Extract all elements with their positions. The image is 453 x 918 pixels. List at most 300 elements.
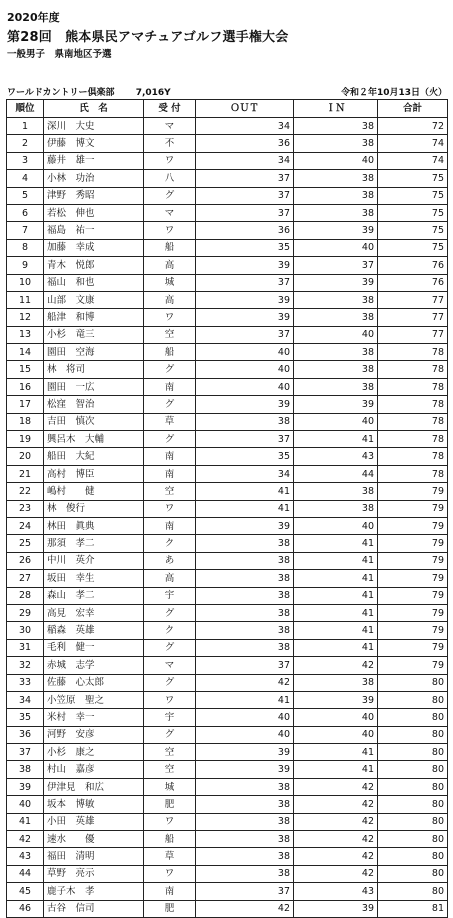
rank-cell: 30: [7, 622, 44, 639]
out-score-cell: 40: [196, 344, 294, 361]
total-score-cell: 80: [378, 813, 448, 830]
player-name-cell: 興呂木 大輔: [44, 431, 144, 448]
total-score-cell: 80: [378, 831, 448, 848]
out-score-cell: 37: [196, 657, 294, 674]
total-score-cell: 80: [378, 744, 448, 761]
player-name-cell: 小杉 康之: [44, 744, 144, 761]
in-score-cell: 43: [294, 448, 378, 465]
total-score-cell: 75: [378, 239, 448, 256]
player-name-cell: 林 将司: [44, 361, 144, 378]
reception-cell: 南: [144, 465, 196, 482]
out-score-cell: 39: [196, 291, 294, 308]
out-score-cell: 37: [196, 326, 294, 343]
player-name-cell: 福山 和也: [44, 274, 144, 291]
in-score-cell: 41: [294, 761, 378, 778]
table-row: [7, 204, 448, 221]
reception-cell: 南: [144, 448, 196, 465]
rank-cell: 9: [7, 257, 44, 274]
table-row: [7, 326, 448, 343]
table-row: [7, 309, 448, 326]
table-row: [7, 709, 448, 726]
table-row: [7, 535, 448, 552]
total-score-cell: 80: [378, 691, 448, 708]
rank-cell: 11: [7, 291, 44, 308]
table-row: [7, 239, 448, 256]
total-score-cell: 79: [378, 483, 448, 500]
rank-cell: 15: [7, 361, 44, 378]
player-name-cell: 村山 嘉彦: [44, 761, 144, 778]
out-score-cell: 37: [196, 883, 294, 900]
reception-cell: ワ: [144, 309, 196, 326]
table-row: [7, 796, 448, 813]
rank-cell: 40: [7, 796, 44, 813]
player-name-cell: 伊藤 博文: [44, 135, 144, 152]
player-name-cell: 嶋村 健: [44, 483, 144, 500]
reception-cell: 城: [144, 778, 196, 795]
table-row: [7, 604, 448, 621]
reception-cell: 空: [144, 744, 196, 761]
player-name-cell: 福田 清明: [44, 848, 144, 865]
table-row: [7, 413, 448, 430]
reception-cell: 船: [144, 239, 196, 256]
in-score-cell: 42: [294, 865, 378, 882]
in-score-cell: 40: [294, 413, 378, 430]
total-score-cell: 80: [378, 778, 448, 795]
out-score-cell: 34: [196, 118, 294, 135]
in-score-cell: 41: [294, 431, 378, 448]
col-header-reception: 受 付: [144, 100, 196, 118]
player-name-cell: 加藤 幸成: [44, 239, 144, 256]
reception-cell: 南: [144, 378, 196, 395]
player-name-cell: 速水 優: [44, 831, 144, 848]
total-score-cell: 76: [378, 274, 448, 291]
rank-cell: 41: [7, 813, 44, 830]
reception-cell: グ: [144, 187, 196, 204]
rank-cell: 46: [7, 900, 44, 917]
in-score-cell: 41: [294, 639, 378, 656]
in-score-cell: 40: [294, 709, 378, 726]
reception-cell: あ: [144, 552, 196, 569]
player-name-cell: 小田 英雄: [44, 813, 144, 830]
total-score-cell: 74: [378, 135, 448, 152]
in-score-cell: 39: [294, 222, 378, 239]
player-name-cell: 林田 眞典: [44, 517, 144, 534]
table-row: [7, 813, 448, 830]
in-score-cell: 42: [294, 657, 378, 674]
table-header-row: [7, 100, 448, 118]
in-score-cell: 38: [294, 309, 378, 326]
table-row: [7, 361, 448, 378]
reception-cell: 草: [144, 413, 196, 430]
rank-cell: 28: [7, 587, 44, 604]
results-body: [7, 118, 448, 918]
in-score-cell: 42: [294, 848, 378, 865]
total-score-cell: 78: [378, 361, 448, 378]
player-name-cell: 鹿子木 孝: [44, 883, 144, 900]
player-name-cell: 草野 亮示: [44, 865, 144, 882]
in-score-cell: 38: [294, 378, 378, 395]
out-score-cell: 37: [196, 170, 294, 187]
out-score-cell: 36: [196, 135, 294, 152]
table-row: [7, 118, 448, 135]
player-name-cell: 毛利 健一: [44, 639, 144, 656]
reception-cell: マ: [144, 204, 196, 221]
table-row: [7, 517, 448, 534]
rank-cell: 7: [7, 222, 44, 239]
in-score-cell: 40: [294, 726, 378, 743]
total-score-cell: 78: [378, 465, 448, 482]
total-score-cell: 78: [378, 448, 448, 465]
rank-cell: 39: [7, 778, 44, 795]
in-score-cell: 38: [294, 344, 378, 361]
out-score-cell: 38: [196, 848, 294, 865]
total-score-cell: 77: [378, 309, 448, 326]
rank-cell: 19: [7, 431, 44, 448]
player-name-cell: 若松 伸也: [44, 204, 144, 221]
player-name-cell: 小林 功治: [44, 170, 144, 187]
reception-cell: グ: [144, 431, 196, 448]
meta-row: [7, 85, 447, 98]
rank-cell: 12: [7, 309, 44, 326]
total-score-cell: 80: [378, 726, 448, 743]
reception-cell: 空: [144, 761, 196, 778]
table-row: [7, 465, 448, 482]
out-score-cell: 38: [196, 865, 294, 882]
rank-cell: 27: [7, 570, 44, 587]
total-score-cell: 78: [378, 396, 448, 413]
in-score-cell: 42: [294, 813, 378, 830]
in-score-cell: 41: [294, 552, 378, 569]
reception-cell: ワ: [144, 691, 196, 708]
player-name-cell: 坂田 幸生: [44, 570, 144, 587]
total-score-cell: 79: [378, 639, 448, 656]
reception-cell: グ: [144, 726, 196, 743]
table-row: [7, 344, 448, 361]
table-row: [7, 761, 448, 778]
table-row: [7, 900, 448, 917]
rank-cell: 34: [7, 691, 44, 708]
player-name-cell: 園田 一広: [44, 378, 144, 395]
rank-cell: 6: [7, 204, 44, 221]
total-score-cell: 78: [378, 431, 448, 448]
out-score-cell: 38: [196, 831, 294, 848]
total-score-cell: 75: [378, 170, 448, 187]
table-row: [7, 274, 448, 291]
out-score-cell: 35: [196, 448, 294, 465]
total-score-cell: 79: [378, 657, 448, 674]
reception-cell: 船: [144, 831, 196, 848]
player-name-cell: 那須 孝二: [44, 535, 144, 552]
table-row: [7, 622, 448, 639]
table-row: [7, 187, 448, 204]
in-score-cell: 38: [294, 135, 378, 152]
out-score-cell: 38: [196, 778, 294, 795]
table-row: [7, 135, 448, 152]
total-score-cell: 80: [378, 796, 448, 813]
out-score-cell: 39: [196, 309, 294, 326]
in-score-cell: 41: [294, 535, 378, 552]
total-score-cell: 79: [378, 587, 448, 604]
player-name-cell: 船田 大紀: [44, 448, 144, 465]
rank-cell: 18: [7, 413, 44, 430]
in-score-cell: 38: [294, 204, 378, 221]
table-row: [7, 291, 448, 308]
rank-cell: 4: [7, 170, 44, 187]
total-score-cell: 80: [378, 848, 448, 865]
reception-cell: 高: [144, 257, 196, 274]
reception-cell: ワ: [144, 222, 196, 239]
total-score-cell: 77: [378, 326, 448, 343]
reception-cell: 城: [144, 274, 196, 291]
player-name-cell: 藤井 雄一: [44, 152, 144, 169]
col-header-name: 氏 名: [44, 100, 144, 118]
out-score-cell: 39: [196, 257, 294, 274]
rank-cell: 10: [7, 274, 44, 291]
in-score-cell: 41: [294, 587, 378, 604]
player-name-cell: 古谷 信司: [44, 900, 144, 917]
reception-cell: グ: [144, 604, 196, 621]
player-name-cell: 森山 孝二: [44, 587, 144, 604]
player-name-cell: 山部 文康: [44, 291, 144, 308]
out-score-cell: 42: [196, 900, 294, 917]
total-score-cell: 75: [378, 222, 448, 239]
in-score-cell: 41: [294, 570, 378, 587]
total-score-cell: 76: [378, 257, 448, 274]
out-score-cell: 41: [196, 691, 294, 708]
total-score-cell: 78: [378, 344, 448, 361]
player-name-cell: 伊津見 和広: [44, 778, 144, 795]
in-score-cell: 41: [294, 604, 378, 621]
player-name-cell: 園田 空海: [44, 344, 144, 361]
table-row: [7, 639, 448, 656]
table-row: [7, 570, 448, 587]
out-score-cell: 38: [196, 587, 294, 604]
player-name-cell: 稲森 英雄: [44, 622, 144, 639]
rank-cell: 42: [7, 831, 44, 848]
reception-cell: ワ: [144, 152, 196, 169]
total-score-cell: 79: [378, 604, 448, 621]
total-score-cell: 79: [378, 535, 448, 552]
out-score-cell: 37: [196, 274, 294, 291]
rank-cell: 23: [7, 500, 44, 517]
col-header-total: 合計: [378, 100, 448, 118]
player-name-cell: 小笠原 聖之: [44, 691, 144, 708]
course-info: [7, 85, 171, 98]
in-score-cell: 38: [294, 674, 378, 691]
course-yardage: 7,016Y: [135, 88, 171, 98]
rank-cell: 31: [7, 639, 44, 656]
in-score-cell: 39: [294, 274, 378, 291]
rank-cell: 36: [7, 726, 44, 743]
table-row: [7, 657, 448, 674]
col-header-out: ＯＵＴ: [196, 100, 294, 118]
table-row: [7, 848, 448, 865]
rank-cell: 17: [7, 396, 44, 413]
rank-cell: 25: [7, 535, 44, 552]
out-score-cell: 41: [196, 483, 294, 500]
rank-cell: 24: [7, 517, 44, 534]
player-name-cell: 佐藤 心太郎: [44, 674, 144, 691]
player-name-cell: 福島 祐一: [44, 222, 144, 239]
table-row: [7, 378, 448, 395]
rank-cell: 3: [7, 152, 44, 169]
reception-cell: 宇: [144, 709, 196, 726]
total-score-cell: 75: [378, 204, 448, 221]
reception-cell: グ: [144, 396, 196, 413]
reception-cell: マ: [144, 118, 196, 135]
rank-cell: 45: [7, 883, 44, 900]
reception-cell: ワ: [144, 813, 196, 830]
out-score-cell: 38: [196, 535, 294, 552]
out-score-cell: 40: [196, 361, 294, 378]
reception-cell: ワ: [144, 865, 196, 882]
out-score-cell: 37: [196, 204, 294, 221]
table-row: [7, 483, 448, 500]
in-score-cell: 40: [294, 239, 378, 256]
in-score-cell: 38: [294, 118, 378, 135]
table-row: [7, 222, 448, 239]
table-row: [7, 744, 448, 761]
player-name-cell: 小杉 竜三: [44, 326, 144, 343]
total-score-cell: 78: [378, 413, 448, 430]
rank-cell: 37: [7, 744, 44, 761]
table-row: [7, 448, 448, 465]
rank-cell: 43: [7, 848, 44, 865]
in-score-cell: 38: [294, 170, 378, 187]
table-row: [7, 500, 448, 517]
reception-cell: 不: [144, 135, 196, 152]
reception-cell: ク: [144, 622, 196, 639]
in-score-cell: 38: [294, 291, 378, 308]
player-name-cell: 船津 和博: [44, 309, 144, 326]
out-score-cell: 39: [196, 761, 294, 778]
out-score-cell: 34: [196, 465, 294, 482]
in-score-cell: 40: [294, 517, 378, 534]
table-row: [7, 257, 448, 274]
rank-cell: 13: [7, 326, 44, 343]
in-score-cell: 40: [294, 326, 378, 343]
out-score-cell: 41: [196, 500, 294, 517]
in-score-cell: 39: [294, 900, 378, 917]
col-header-rank: 順位: [7, 100, 44, 118]
rank-cell: 26: [7, 552, 44, 569]
reception-cell: 空: [144, 483, 196, 500]
rank-cell: 2: [7, 135, 44, 152]
player-name-cell: 坂本 博敏: [44, 796, 144, 813]
total-score-cell: 80: [378, 865, 448, 882]
table-row: [7, 396, 448, 413]
rank-cell: 8: [7, 239, 44, 256]
table-row: [7, 883, 448, 900]
player-name-cell: 米村 幸一: [44, 709, 144, 726]
rank-cell: 38: [7, 761, 44, 778]
reception-cell: 高: [144, 291, 196, 308]
results-table: [6, 99, 448, 918]
course-name: ワールドカントリー倶楽部: [7, 88, 115, 98]
table-row: [7, 778, 448, 795]
table-row: [7, 587, 448, 604]
player-name-cell: 青木 悦郎: [44, 257, 144, 274]
total-score-cell: 77: [378, 291, 448, 308]
rank-cell: 5: [7, 187, 44, 204]
table-row: [7, 674, 448, 691]
out-score-cell: 39: [196, 396, 294, 413]
table-row: [7, 831, 448, 848]
total-score-cell: 80: [378, 674, 448, 691]
total-score-cell: 80: [378, 883, 448, 900]
rank-cell: 21: [7, 465, 44, 482]
out-score-cell: 38: [196, 639, 294, 656]
reception-cell: 南: [144, 883, 196, 900]
reception-cell: 肥: [144, 900, 196, 917]
out-score-cell: 38: [196, 813, 294, 830]
reception-cell: 肥: [144, 796, 196, 813]
rank-cell: 32: [7, 657, 44, 674]
out-score-cell: 42: [196, 674, 294, 691]
table-row: [7, 726, 448, 743]
out-score-cell: 38: [196, 552, 294, 569]
reception-cell: グ: [144, 361, 196, 378]
rank-cell: 1: [7, 118, 44, 135]
in-score-cell: 41: [294, 744, 378, 761]
total-score-cell: 79: [378, 517, 448, 534]
reception-cell: 船: [144, 344, 196, 361]
total-score-cell: 79: [378, 500, 448, 517]
out-score-cell: 38: [196, 413, 294, 430]
event-subtitle: 一般男子 県南地区予選: [7, 49, 112, 60]
in-score-cell: 39: [294, 396, 378, 413]
total-score-cell: 80: [378, 761, 448, 778]
out-score-cell: 37: [196, 431, 294, 448]
event-date: 令和２年10月13日（火）: [340, 88, 447, 98]
player-name-cell: 中川 英介: [44, 552, 144, 569]
reception-cell: ワ: [144, 500, 196, 517]
player-name-cell: 河野 安彦: [44, 726, 144, 743]
reception-cell: 高: [144, 570, 196, 587]
total-score-cell: 81: [378, 900, 448, 917]
out-score-cell: 40: [196, 726, 294, 743]
in-score-cell: 38: [294, 361, 378, 378]
in-score-cell: 42: [294, 778, 378, 795]
table-row: [7, 152, 448, 169]
out-score-cell: 38: [196, 796, 294, 813]
total-score-cell: 75: [378, 187, 448, 204]
out-score-cell: 39: [196, 517, 294, 534]
total-score-cell: 74: [378, 152, 448, 169]
player-name-cell: 高見 宏幸: [44, 604, 144, 621]
player-name-cell: 津野 秀昭: [44, 187, 144, 204]
in-score-cell: 40: [294, 152, 378, 169]
out-score-cell: 35: [196, 239, 294, 256]
total-score-cell: 79: [378, 552, 448, 569]
player-name-cell: 吉田 慎次: [44, 413, 144, 430]
reception-cell: グ: [144, 639, 196, 656]
reception-cell: 空: [144, 326, 196, 343]
in-score-cell: 38: [294, 500, 378, 517]
rank-cell: 14: [7, 344, 44, 361]
in-score-cell: 44: [294, 465, 378, 482]
col-header-in: ＩＮ: [294, 100, 378, 118]
out-score-cell: 40: [196, 709, 294, 726]
rank-cell: 20: [7, 448, 44, 465]
reception-cell: 草: [144, 848, 196, 865]
in-score-cell: 42: [294, 831, 378, 848]
in-score-cell: 42: [294, 796, 378, 813]
player-name-cell: 深川 大史: [44, 118, 144, 135]
player-name-cell: 松窪 智治: [44, 396, 144, 413]
in-score-cell: 39: [294, 691, 378, 708]
in-score-cell: 38: [294, 483, 378, 500]
